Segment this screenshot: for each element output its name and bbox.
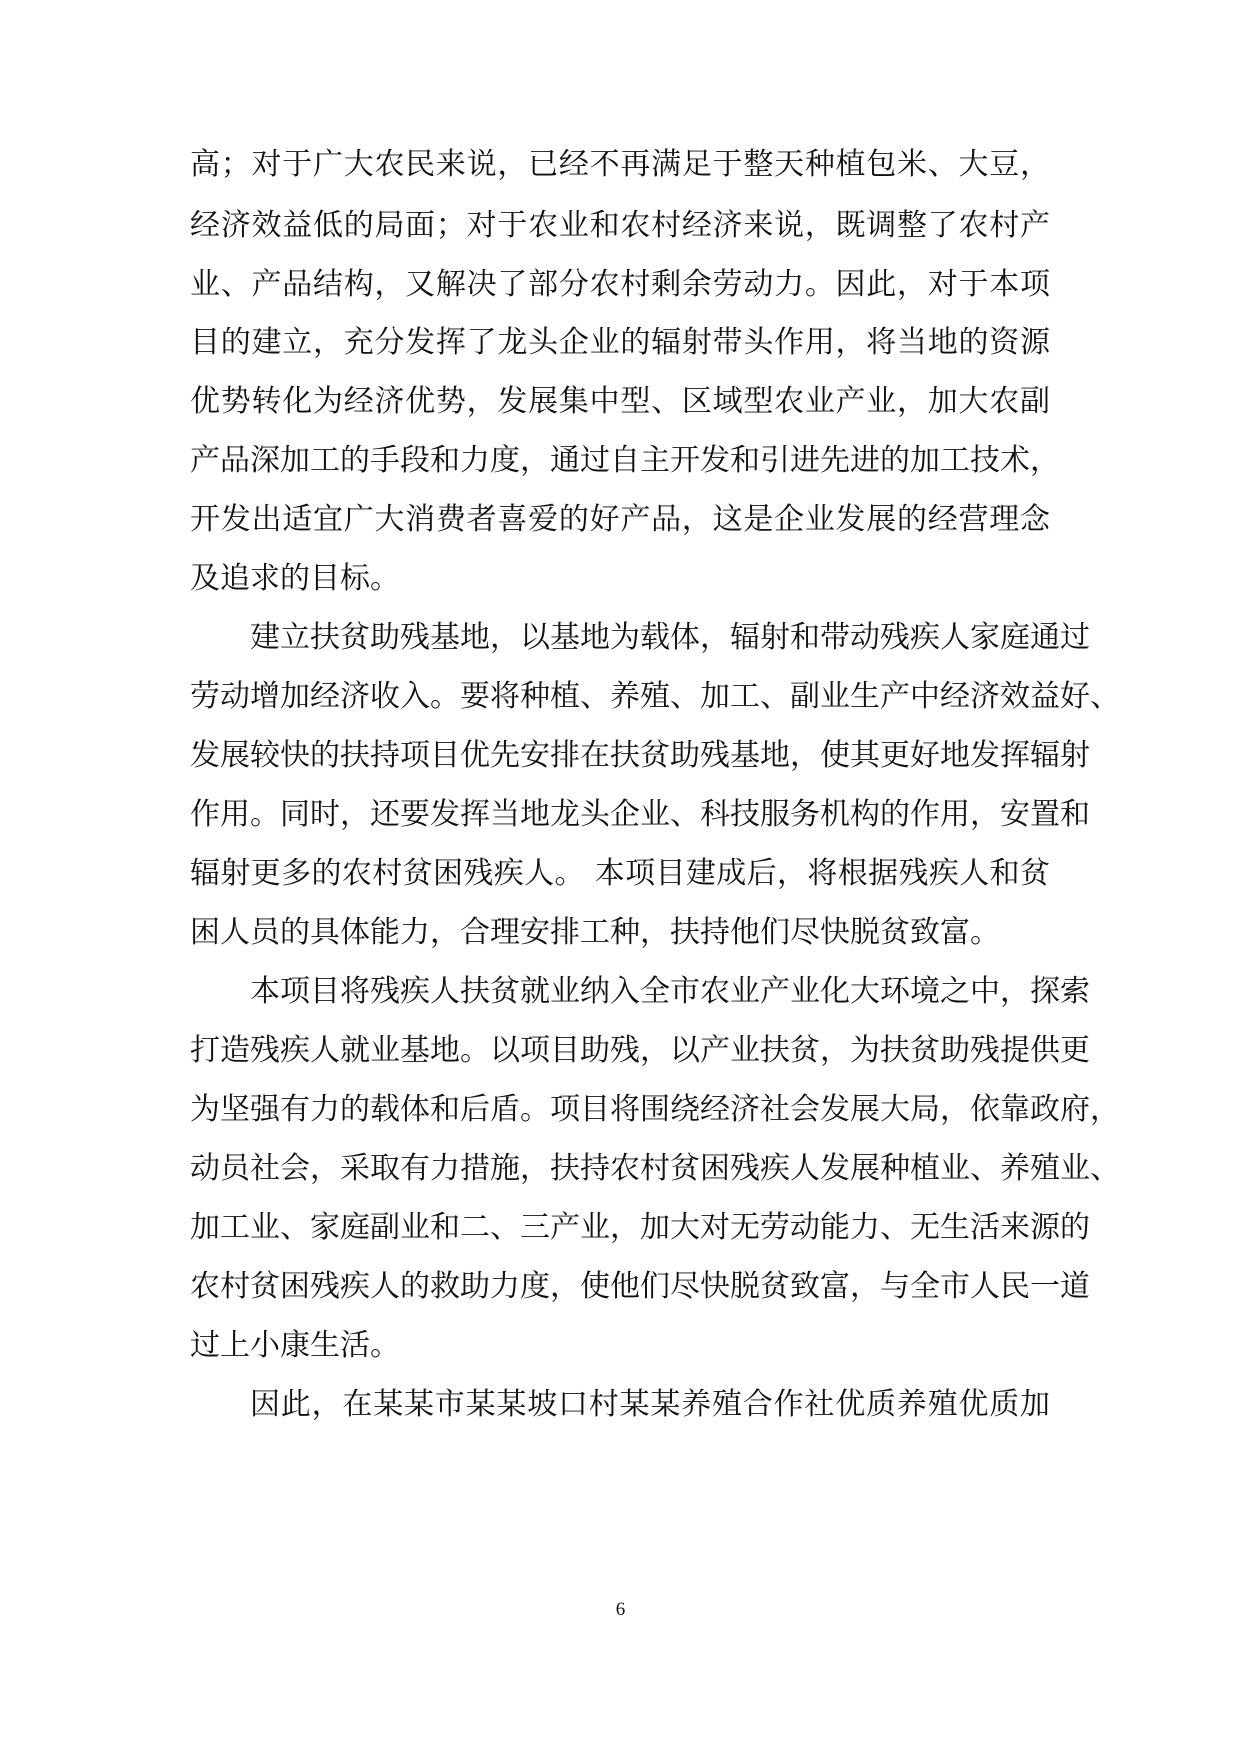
text-line: 高；对于广大农民来说，已经不再满足于整天种植包米、大豆， <box>190 147 1050 182</box>
text-line: 经济效益低的局面；对于农业和农村经济来说，既调整了农村产 <box>190 208 1050 243</box>
text-line: 及追求的目标。 <box>190 561 400 596</box>
text-line: 本项目将残疾人扶贫就业纳入全市农业产业化大环境之中，探索 <box>250 974 1090 1009</box>
text-line: 建立扶贫助残基地，以基地为载体，辐射和带动残疾人家庭通过 <box>250 620 1090 655</box>
text-line: 加工业、家庭副业和二、三产业，加大对无劳动能力、无生活来源的 <box>190 1210 1090 1245</box>
text-line: 开发出适宜广大消费者喜爱的好产品，这是企业发展的经营理念 <box>190 502 1050 537</box>
text-line: 优势转化为经济优势，发展集中型、区域型农业产业，加大农副 <box>190 384 1050 419</box>
text-line: 农村贫困残疾人的救助力度，使他们尽快脱贫致富，与全市人民一道 <box>190 1269 1090 1304</box>
text-line: 为坚强有力的载体和后盾。项目将围绕经济社会发展大局，依靠政府， <box>190 1092 1120 1127</box>
text-line: 过上小康生活。 <box>190 1328 400 1363</box>
text-line: 打造残疾人就业基地。以项目助残，以产业扶贫，为扶贫助残提供更 <box>190 1033 1090 1068</box>
text-line: 作用。同时，还要发挥当地龙头企业、科技服务机构的作用，安置和 <box>190 797 1090 832</box>
text-line: 业、产品结构，又解决了部分农村剩余劳动力。因此，对于本项 <box>190 267 1050 302</box>
text-line: 发展较快的扶持项目优先安排在扶贫助残基地，使其更好地发挥辐射 <box>190 738 1090 773</box>
text-line: 劳动增加经济收入。要将种植、养殖、加工、副业生产中经济效益好、 <box>190 679 1120 714</box>
page-number: 6 <box>615 1599 626 1620</box>
text-line: 辐射更多的农村贫困残疾人。 本项目建成后，将根据残疾人和贫 <box>190 856 1050 891</box>
text-line: 产品深加工的手段和力度，通过自主开发和引进先进的加工技术， <box>190 443 1060 478</box>
text-line: 困人员的具体能力，合理安排工种，扶持他们尽快脱贫致富。 <box>190 915 1000 950</box>
text-line: 动员社会，采取有力措施，扶持农村贫困残疾人发展种植业、养殖业、 <box>190 1151 1120 1186</box>
text-line: 目的建立，充分发挥了龙头企业的辐射带头作用，将当地的资源 <box>190 325 1050 360</box>
text-line: 因此，在某某市某某坡口村某某养殖合作社优质养殖优质加 <box>250 1387 1050 1422</box>
